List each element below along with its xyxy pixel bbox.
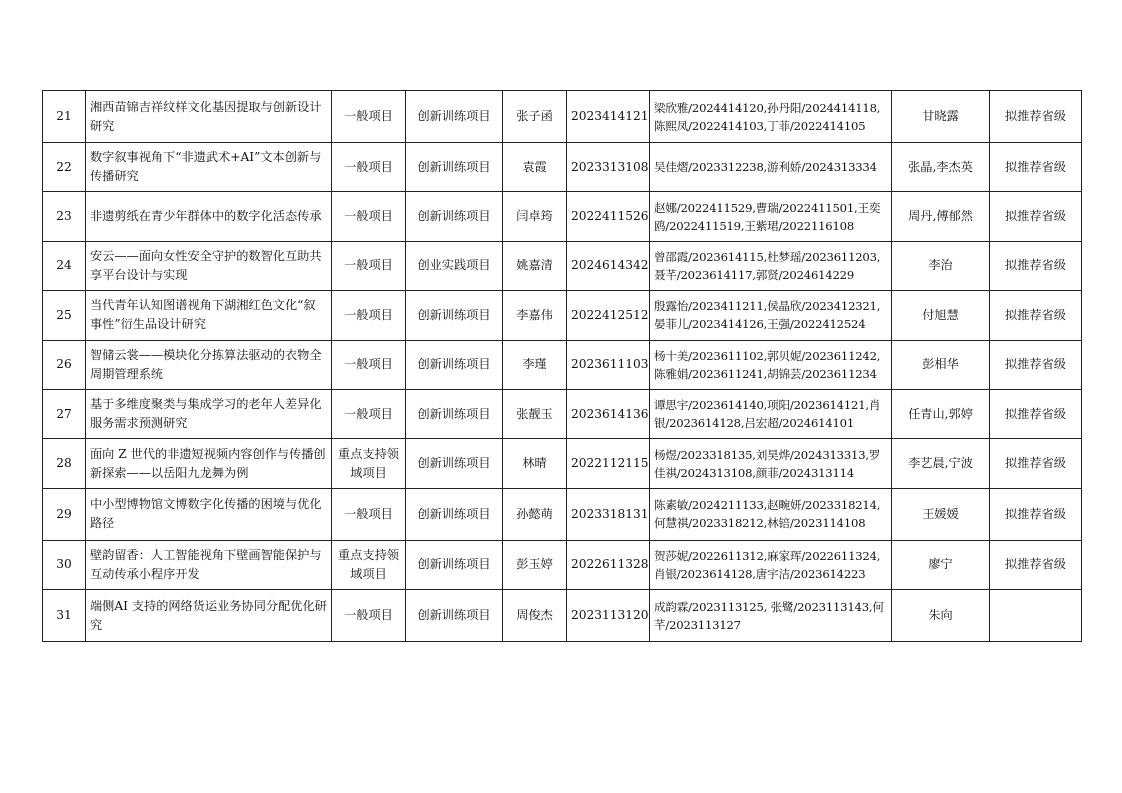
advisor: 李艺晨,宁波 xyxy=(892,439,990,488)
team-members: 谭思宇/2023614140,项阳/2023614121,肖银/2023614128,吕宏超/2024614101 xyxy=(650,389,892,438)
row-number: 21 xyxy=(43,91,86,143)
advisor: 廖宁 xyxy=(892,540,990,589)
advisor: 朱向 xyxy=(892,590,990,642)
row-number: 26 xyxy=(43,340,86,389)
leader-student-id: 2023313108 xyxy=(567,143,650,192)
leader-student-id: 2023414121 xyxy=(567,91,650,143)
team-members: 赵娜/2022411529,曹瑞/2022411501,王奕鸥/2022411519,王紫珺/2022116108 xyxy=(650,192,892,241)
team-members: 吴佳熠/2023312238,游利娇/2024313334 xyxy=(650,143,892,192)
project-leader: 李瑾 xyxy=(503,340,567,389)
recommendation-status: 拟推荐省级 xyxy=(990,143,1082,192)
project-name: 中小型博物馆文博数字化传播的困境与优化路径 xyxy=(86,488,332,540)
team-members: 梁欣雅/2024414120,孙丹阳/2024414118,陈熙凤/2022414103,丁菲/2022414105 xyxy=(650,91,892,143)
project-leader: 张子函 xyxy=(503,91,567,143)
project-category: 一般项目 xyxy=(332,340,406,389)
project-name: 安云——面向女性安全守护的数智化互助共享平台设计与实现 xyxy=(86,241,332,290)
project-type: 创新训练项目 xyxy=(406,389,503,438)
project-type: 创新训练项目 xyxy=(406,291,503,340)
advisor: 王媛媛 xyxy=(892,488,990,540)
project-leader: 李嘉伟 xyxy=(503,291,567,340)
row-number: 28 xyxy=(43,439,86,488)
table-row xyxy=(43,241,1082,290)
project-leader: 周俊杰 xyxy=(503,590,567,642)
project-leader: 张靓玉 xyxy=(503,389,567,438)
team-members: 陈素敏/2024211133,赵畹妍/2023318214,何慧祺/2023318212,林锫/2023114108 xyxy=(650,488,892,540)
project-category: 一般项目 xyxy=(332,488,406,540)
project-category: 重点支持领域项目 xyxy=(332,540,406,589)
project-name: 面向 Z 世代的非遗短视频内容创作与传播创新探索——以岳阳九龙舞为例 xyxy=(86,439,332,488)
project-type: 创新训练项目 xyxy=(406,91,503,143)
project-type: 创新训练项目 xyxy=(406,540,503,589)
project-table-body xyxy=(43,91,1082,642)
leader-student-id: 2022412512 xyxy=(567,291,650,340)
row-number: 23 xyxy=(43,192,86,241)
project-category: 重点支持领域项目 xyxy=(332,439,406,488)
project-category: 一般项目 xyxy=(332,241,406,290)
row-number: 25 xyxy=(43,291,86,340)
project-name: 湘西苗锦吉祥纹样文化基因提取与创新设计研究 xyxy=(86,91,332,143)
recommendation-status xyxy=(990,590,1082,642)
project-category: 一般项目 xyxy=(332,143,406,192)
team-members: 贺莎妮/2022611312,麻家珲/2022611324,肖银/2023614128,唐宇洁/2023614223 xyxy=(650,540,892,589)
team-members: 杨十美/2023611102,郭贝妮/2023611242,陈雅娟/2023611241,胡锦芸/2023611234 xyxy=(650,340,892,389)
project-type: 创业实践项目 xyxy=(406,241,503,290)
project-name: 壁韵留香：人工智能视角下壁画智能保护与互动传承小程序开发 xyxy=(86,540,332,589)
row-number: 31 xyxy=(43,590,86,642)
leader-student-id: 2023318131 xyxy=(567,488,650,540)
recommendation-status: 拟推荐省级 xyxy=(990,488,1082,540)
project-leader: 袁霞 xyxy=(503,143,567,192)
project-name: 非遗剪纸在青少年群体中的数字化活态传承 xyxy=(86,192,332,241)
project-name: 当代青年认知图谱视角下湖湘红色文化“叙事性”衍生品设计研究 xyxy=(86,291,332,340)
leader-student-id: 2023614136 xyxy=(567,389,650,438)
project-category: 一般项目 xyxy=(332,590,406,642)
leader-student-id: 2023611103 xyxy=(567,340,650,389)
project-name: 智储云裳——模块化分拣算法驱动的衣物全周期管理系统 xyxy=(86,340,332,389)
project-category: 一般项目 xyxy=(332,389,406,438)
project-leader: 林晴 xyxy=(503,439,567,488)
project-type: 创新训练项目 xyxy=(406,192,503,241)
project-leader: 闫卓筠 xyxy=(503,192,567,241)
project-leader: 彭玉婷 xyxy=(503,540,567,589)
project-type: 创新训练项目 xyxy=(406,488,503,540)
project-type: 创新训练项目 xyxy=(406,340,503,389)
table-row xyxy=(43,143,1082,192)
recommendation-status: 拟推荐省级 xyxy=(990,241,1082,290)
project-leader: 姚嘉清 xyxy=(503,241,567,290)
advisor: 李治 xyxy=(892,241,990,290)
project-category: 一般项目 xyxy=(332,192,406,241)
project-name: 数字叙事视角下“非遗武术+AI”文本创新与传播研究 xyxy=(86,143,332,192)
project-type: 创新训练项目 xyxy=(406,439,503,488)
recommendation-status: 拟推荐省级 xyxy=(990,389,1082,438)
table-row xyxy=(43,590,1082,642)
recommendation-status: 拟推荐省级 xyxy=(990,340,1082,389)
leader-student-id: 2022411526 xyxy=(567,192,650,241)
row-number: 24 xyxy=(43,241,86,290)
team-members: 杨煜/2023318135,刘昊烨/2024313313,罗佳祺/2024313108,颜菲/2024313114 xyxy=(650,439,892,488)
leader-student-id: 2022112115 xyxy=(567,439,650,488)
advisor: 甘晓露 xyxy=(892,91,990,143)
table-row xyxy=(43,488,1082,540)
team-members: 曾邵霞/2023614115,杜梦瑶/2023611203,聂芊/2023614117,郭贤/2024614229 xyxy=(650,241,892,290)
advisor: 彭相华 xyxy=(892,340,990,389)
row-number: 30 xyxy=(43,540,86,589)
project-table xyxy=(42,90,1082,642)
team-members: 成韵霖/2023113125, 张鹭/2023113143,何芊/2023113127 xyxy=(650,590,892,642)
table-row xyxy=(43,389,1082,438)
recommendation-status: 拟推荐省级 xyxy=(990,540,1082,589)
advisor: 张晶,李杰英 xyxy=(892,143,990,192)
advisor: 付旭慧 xyxy=(892,291,990,340)
leader-student-id: 2023113120 xyxy=(567,590,650,642)
leader-student-id: 2024614342 xyxy=(567,241,650,290)
leader-student-id: 2022611328 xyxy=(567,540,650,589)
project-type: 创新训练项目 xyxy=(406,143,503,192)
row-number: 22 xyxy=(43,143,86,192)
recommendation-status: 拟推荐省级 xyxy=(990,291,1082,340)
row-number: 27 xyxy=(43,389,86,438)
team-members: 殷露怡/2023411211,侯晶欣/2023412321,晏菲儿/2023414126,王强/2022412524 xyxy=(650,291,892,340)
recommendation-status: 拟推荐省级 xyxy=(990,439,1082,488)
table-row xyxy=(43,192,1082,241)
table-row xyxy=(43,340,1082,389)
recommendation-status: 拟推荐省级 xyxy=(990,91,1082,143)
table-row xyxy=(43,439,1082,488)
project-name: 基于多维度聚类与集成学习的老年人差异化服务需求预测研究 xyxy=(86,389,332,438)
project-category: 一般项目 xyxy=(332,291,406,340)
recommendation-status: 拟推荐省级 xyxy=(990,192,1082,241)
table-row xyxy=(43,540,1082,589)
row-number: 29 xyxy=(43,488,86,540)
project-leader: 孙懿萌 xyxy=(503,488,567,540)
table-row xyxy=(43,91,1082,143)
project-category: 一般项目 xyxy=(332,91,406,143)
project-type: 创新训练项目 xyxy=(406,590,503,642)
advisor: 任青山,郭婷 xyxy=(892,389,990,438)
project-name: 端侧AI 支持的网络货运业务协同分配优化研究 xyxy=(86,590,332,642)
table-row xyxy=(43,291,1082,340)
project-table-page xyxy=(42,90,1081,642)
advisor: 周丹,傅郁然 xyxy=(892,192,990,241)
